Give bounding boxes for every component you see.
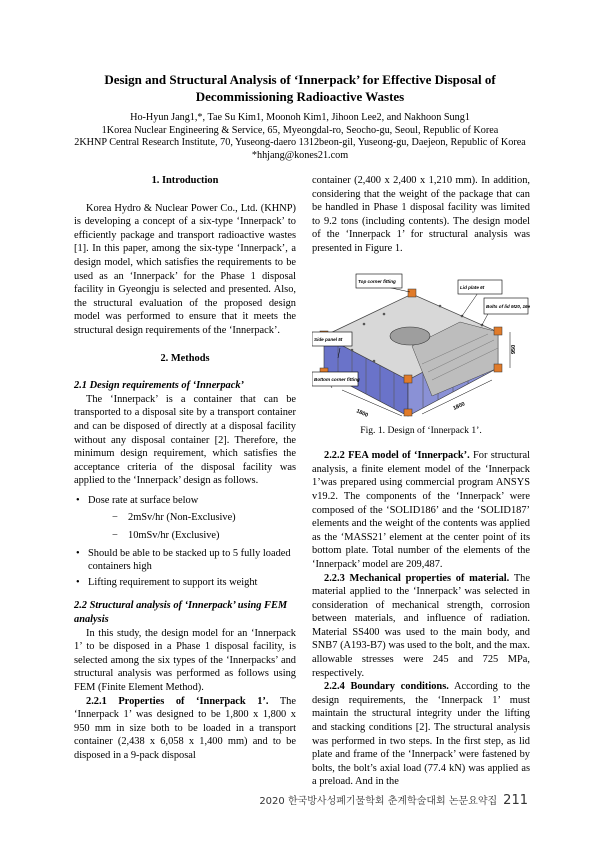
dim-width-label: 1800 (452, 400, 467, 412)
corner-fitting (494, 364, 502, 372)
subsection-2-2-paragraph: In this study, the design model for an ‘Innerpack 1’ to be disposed in a Phase 1 disposal facility, is selected among the six types of the ‘Innerpacks’ and structural analysis was performed as follows using FEM (Finite Element Method). (74, 627, 296, 693)
dim-height-label: 950 (511, 344, 517, 354)
innerpack-diagram (312, 268, 530, 418)
page-footer (259, 792, 528, 808)
requirements-list (74, 494, 296, 590)
label-bolts-of-lid: Bolts of lid M20, 16ea (486, 303, 530, 309)
paragraph-text: The ‘Innerpack 1’ was designed to be 1,800 x 1,800 x 950 mm in size both to be loaded in a transport container (2,438 x 6,058 x 1,400 mm) and to be disposed in a 9-pack disposal (74, 695, 296, 761)
paragraph-text: According to the design requirements, the ‘Innerpack 1’ must maintain the structural integrity under the lifting and stacking conditions [2]. The structural analysis was performed in two steps. In the first step, as lid plate and frame of the ‘Innerpack’ were fastened by bolts, the bolt’s axial load (77.4 kN) was applied as a preload. And in the (312, 681, 531, 788)
paragraph-2-2-4 (312, 680, 530, 789)
sub-list-item-text: 10mSv/hr (Exclusive) (128, 530, 220, 542)
list-item (74, 494, 296, 543)
author-list: Ho-Hyun Jang1,*, Tae Su Kim1, Moonoh Kim1, Jihoon Lee2, and Nakhoon Sung1 (130, 112, 470, 123)
introduction-paragraph: Korea Hydro & Nuclear Power Co., Ltd. (KHNP) is developing a concept of a six-type ‘Innerpack’ to efficiently package and transport radioactive wastes [1]. In this paper, among the six-type ‘Innerpack’, a design model, which satisfies the requirements to be used as an ‘Innerpack’ for the Phase 1 disposal facility in Gyeongju is selected and presented. Also, the structural evaluation of the proposed design model was performed to ensure that it meets the structural design requirements of the ‘Innerpack’. (74, 202, 296, 336)
paragraph-text: The material applied to the ‘Innerpack’ was selected in consideration of mechanical strength, corrosion between materials, and influence of radiation. Material SS400 was used to the main body, and SNB7 (A193-B7) was used to the bolt, and the max. allowable stresses were 245 and 725 MPa, respectively. (312, 572, 530, 679)
left-column (74, 174, 296, 763)
section-heading-introduction: 1. Introduction (151, 175, 219, 186)
label-lid-plate: Lid plate 6t (460, 284, 485, 290)
subsection-heading-2-1: 2.1 Design requirements of ‘Innerpack’ (74, 380, 245, 392)
sub-list-item-text: 2mSv/hr (Non-Exclusive) (128, 512, 236, 524)
paragraph-2-2-1-continued: container (2,400 x 2,400 x 1,210 mm). In addition, considering that the weight of the package that can be handled in Phase 1 disposal facility was limited to 9.2 tons (including contents). The design model of the ‘Innerpack 1’ for structural analysis was presented in Figure 1. (312, 175, 530, 254)
figure-innerpack-design (312, 268, 530, 418)
bullet-icon: • (76, 547, 80, 559)
run-in-heading-2-2-2: 2.2.2 FEA model of ‘Innerpack’. (324, 450, 470, 462)
list-item (74, 576, 296, 590)
right-column (312, 174, 530, 789)
corner-fitting (494, 327, 502, 335)
list-item-text: Should be able to be stacked up to 5 fully loaded containers high (88, 547, 291, 573)
label-top-corner-fitting: Top corner fitting (358, 278, 396, 284)
dash-icon: − (112, 530, 118, 542)
paper-title (40, 71, 560, 105)
corner-fitting (404, 409, 412, 416)
run-in-heading-2-2-1: 2.2.1 Properties of ‘Innerpack 1’. (86, 695, 269, 707)
affiliation-2: 2KHNP Central Research Institute, 70, Yuseong-daero 1312beon-gil, Yuseong-gu, Daejeon, Republic of Korea (74, 137, 526, 148)
paragraph-2-2-2 (312, 449, 530, 571)
corresponding-email: *hhjang@kones21.com (251, 149, 349, 161)
title-line-1: Design and Structural Analysis of ‘Innerpack’ for Effective Disposal of (104, 72, 496, 87)
sub-list (88, 511, 296, 542)
paragraph-2-2-1 (74, 695, 296, 763)
bullet-icon: • (76, 494, 80, 506)
title-line-2: Decommissioning Radioactive Wastes (195, 89, 405, 104)
figure-caption: Fig. 1. Design of ‘Innerpack 1’. (360, 424, 482, 436)
list-item-text: Dose rate at surface below (88, 494, 199, 506)
label-bottom-corner-fitting: Bottom corner fitting (314, 376, 360, 382)
paragraph-2-2-3 (312, 572, 530, 681)
subsection-2-1-paragraph: The ‘Innerpack’ is a container that can be transported to a disposal site by a transport container and can be disposed of directly at a disposal facility without any disposal container [2]. Therefore, the minimum design requirement, which satisfies the acceptance criteria of the disposal facility was applied to the ‘Innerpack’ design as follows. (74, 393, 296, 487)
affiliation-1: 1Korea Nuclear Engineering & Service, 65, Myeongdal-ro, Seocho-gu, Seoul, Republic of Korea (101, 124, 499, 136)
paragraph-text: For structural analysis, a finite element model of the ‘Innerpack 1’was prepared using commercial program ANSYS v19.2. The components of the ‘Innerpack’ were composed of the ‘SOLID186’ and the ‘SOLID187’ elements and the weight of the contents was applied as the ‘MASS21’ element at the center point of its bottom plate. Total number of the elements of the ‘Innerpack’ model are 209,487. (312, 450, 531, 570)
sub-list-item (88, 529, 296, 543)
label-side-panel: Side panel 5t (314, 336, 343, 342)
section-heading-methods: 2. Methods (160, 352, 210, 364)
run-in-heading-2-2-4: 2.2.4 Boundary conditions. (324, 681, 449, 693)
subsection-heading-2-2: 2.2 Structural analysis of ‘Innerpack’ using FEM analysis (74, 600, 288, 626)
author-block (20, 112, 580, 162)
corner-fitting (404, 375, 412, 383)
footer-proceedings-title: 2020 한국방사성폐기물학회 춘계학술대회 논문요약집 (259, 796, 498, 807)
corner-fitting (408, 289, 416, 297)
dim-length-label: 1800 (355, 407, 369, 418)
page-number: 211 (503, 793, 528, 808)
list-item (74, 547, 296, 574)
sub-list-item (88, 511, 296, 525)
run-in-heading-2-2-3: 2.2.3 Mechanical properties of material. (324, 572, 510, 584)
list-item-text: Lifting requirement to support its weight (88, 576, 258, 588)
bullet-icon: • (76, 576, 80, 588)
lid-ring (390, 327, 430, 345)
dash-icon: − (112, 512, 118, 524)
